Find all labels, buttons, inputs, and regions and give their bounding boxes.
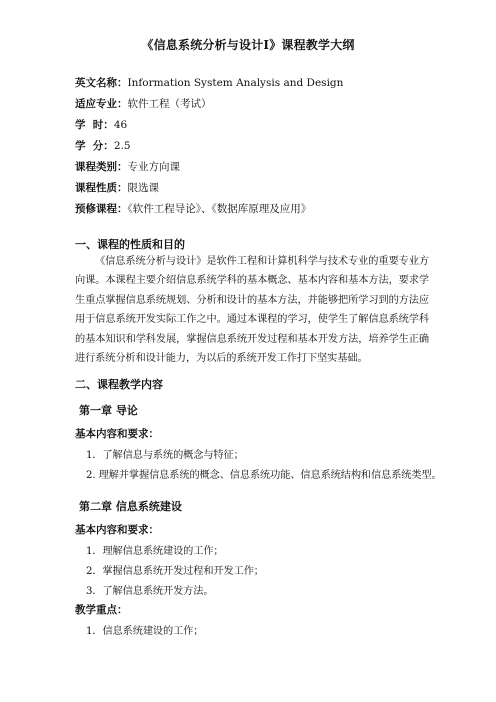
- chapter-title-1: 第一章 导论: [79, 404, 138, 417]
- meta-key: 课程性质：: [75, 182, 128, 194]
- meta-english-name: [75, 76, 343, 90]
- meta-key: 英文名称：: [75, 77, 128, 89]
- meta-credits: [75, 139, 131, 153]
- meta-key: 学 分：: [75, 140, 114, 152]
- meta-category: [75, 160, 180, 174]
- chapter1-requirements-label: 基本内容和要求：: [75, 428, 159, 440]
- meta-prerequisites: [75, 202, 311, 216]
- list-item: 2．掌握信息系统开发过程和开发工作；: [86, 566, 264, 577]
- section-heading-teaching-content: 二、课程教学内容: [75, 378, 163, 391]
- list-item: 1．了解信息与系统的概念与特征；: [86, 450, 244, 461]
- meta-value: 专业方向课: [127, 161, 180, 173]
- list-item: 2. 理解并掌握信息系统的概念、信息系统功能、信息系统结构和信息系统类型。: [86, 470, 442, 481]
- meta-key: 预修课程：: [75, 203, 128, 215]
- section-heading-nature-purpose: 一、课程的性质和目的: [75, 238, 185, 251]
- chapter-title-2: 第二章 信息系统建设: [79, 500, 182, 513]
- meta-key: 适应专业：: [75, 98, 128, 110]
- chapter2-key-points-label: 教学重点：: [75, 604, 128, 616]
- meta-value: Information System Analysis and Design: [127, 77, 344, 89]
- meta-nature: [75, 181, 159, 195]
- section-paragraph-nature-purpose: 《信息系统分析与设计》是软件工程和计算机科学与技术专业的重要专业方向课。本课程主要介绍信息系统学科的基本概念、基本内容和基本方法，要求学生重点掌握信息系统规划、分析和设计的基本方法，并能够把所学习到的方法应用于信息系统开发实际工作之中。通过本课程的学习，使学生了解信息系统学科的基本知识和学科发展，掌握信息系统开发过程和基本开发方法，培养学生正确进行系统分析和设计能力，为以后的系统开发工作打下坚实基础。: [75, 256, 429, 365]
- meta-value: 《软件工程导论》、《数据库原理及应用》: [127, 203, 312, 215]
- meta-hours: [75, 118, 127, 132]
- chapter2-requirements-label: 基本内容和要求：: [75, 524, 159, 536]
- meta-key: 学 时：: [75, 119, 114, 131]
- list-item: 1．信息系统建设的工作；: [86, 626, 204, 637]
- meta-value: 限选课: [127, 182, 159, 194]
- meta-value: 2.5: [113, 140, 131, 152]
- meta-value: 软件工程（考试）: [127, 98, 212, 110]
- document-title: 《信息系统分析与设计Ⅰ》课程教学大纲: [141, 38, 355, 52]
- meta-major: [75, 97, 212, 111]
- list-item: 1．理解信息系统建设的工作；: [86, 546, 224, 557]
- list-item: 3．了解信息系统开发方法。: [86, 586, 214, 597]
- meta-value: 46: [113, 119, 128, 131]
- meta-key: 课程类别：: [75, 161, 128, 173]
